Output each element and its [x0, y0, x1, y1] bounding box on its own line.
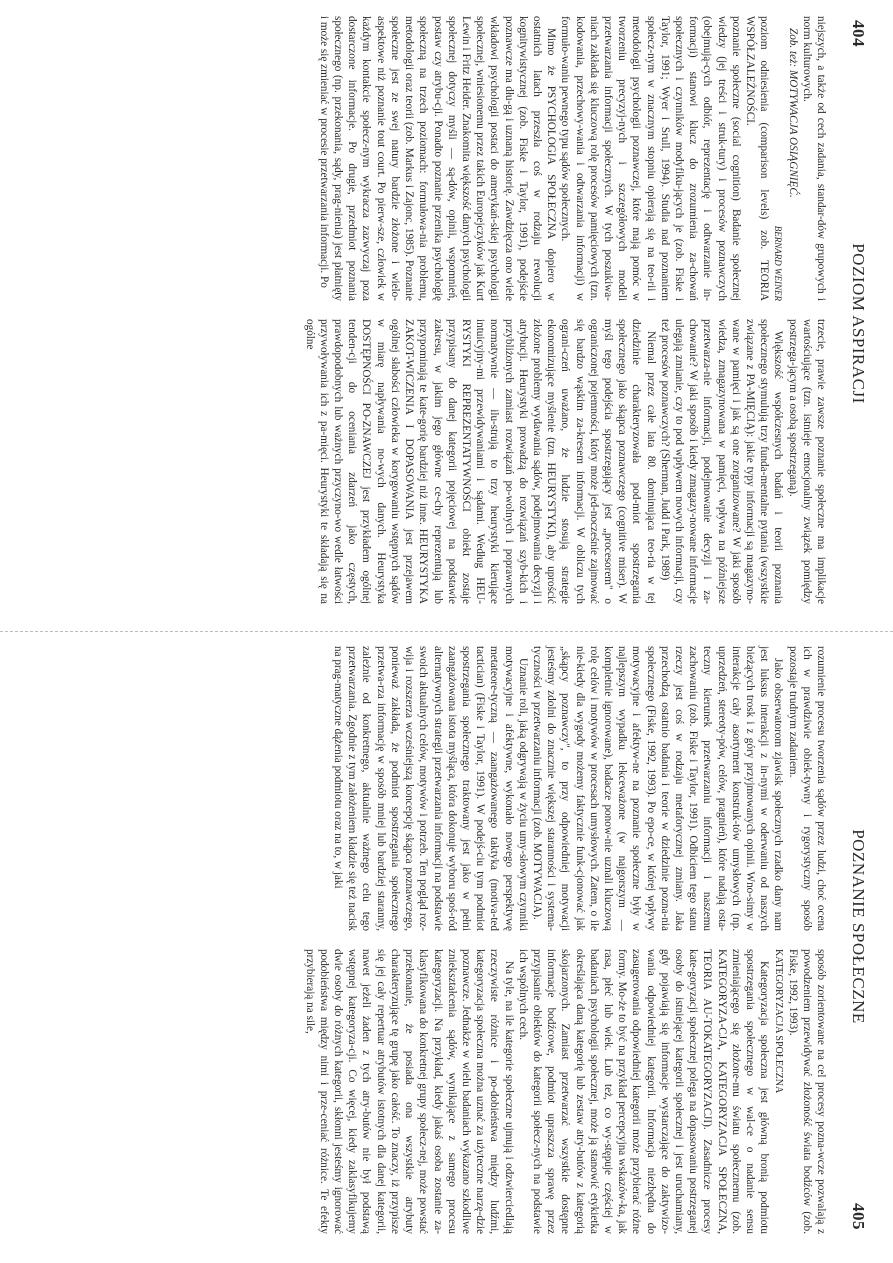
- page-divider: [0, 631, 893, 633]
- text-column-2: [302, 949, 828, 1234]
- text-column-1: [302, 646, 828, 931]
- paragraph: Kategoryzacja społeczna jest główną bronią podmiotu spostrzegania społecznego w wal-ce o nadanie sensu zmieniającego się złożone-mu światu społecznemu (zob. KATEGORYZA-CJA, KATEGORYZACJA SPOŁECZNA, TEORIA AU-TOKATEGORYZACJI). Zasadnicze procesy kate-goryzacji społecznej polega na dopasowaniu postrzeganej osoby do istniejącej kategorii społecznej i jest uruchamiany, gdy pojawiają się informacje wystarczające do zaktywizo-wania odpowiedniej kategorii. Informacja niezbędna do zasugerowania odpowiedniej kategorii może przybierać różne formy. Mo-że to być na przykład percepcyjna wskazów-ka, jak rasa, płeć lub wiek. Lub też, co wy-stępuje częściej w badaniach psychologii społecznej, może ją stanowić etykietka określająca daną kategorię lub zestaw atry-butów z kategorią skojarzonych. Zamiast przetwarzać wszystkie dostępne informacje bodźcowe, podmiot upraszcza sprawę przez przypisanie obiektów do kategorii społecz-nych na podstawie ich wspólnych cech.: [516, 949, 771, 1234]
- paragraph: trzecie, prawie zawsze poznanie społeczne ma implikacje wartościujące (tzn. istnieje emocjonalny związek pomiędzy postrzega-jącym a osobą spostrzeganą).: [786, 319, 827, 604]
- see-also: Zob. też: MOTYWACJA OSIĄGNIĘĆ.: [786, 28, 799, 198]
- running-head-title: POZNANIE SPOŁECZNE: [849, 829, 868, 1024]
- paragraph: Na tyle, na ile kategorie społeczne ujmują i odzwierciedlają rzeczywiste różnice i po-dobieństwa między ludźmi, kategoryzacja społeczna można uznać za użyteczne narzę-dzie poznawcze. Jednakże w wielu badaniach wykazano szkodliwe zniekształcenia sądów, wynikające z samego procesu kategoryzacji. Na przykład, kiedy jakaś osoba zostanie za-klasyfikowana do konkretnej grupy społecz-nej, może powstać przekonanie, że posiada ona wszystkie atrybuty charakteryzujące tę grupę jako całość. To znaczy, iż przypisze się jej cały repertuar atrybutów istotnych dla danej kategorii, nawet jeżeli żaden z tych atry-butów nie był podstawą wstępnej kategoryza-cji. Co więcej, kiedy zaklasyfikujemy dwie osoby do różnych kategorii, skłonni jesteśmy ignorować podobieństwa między nimi i prze-ceniać różnice. Te efekty przybierają na sile,: [303, 949, 515, 1234]
- paragraph: Niemal przez całe lata 80. dominująca teo-ria w tej dziedzinie charakteryzowała pod-miot spostrzegania społecznego jako skąpca poznawczego (cognitive miser). W myśl tego podejścia spostrzegający jest „procesorem" o ograniczonej pojemności, który może jed-nocześnie zajmować się bardzo wąskim za-kresem informacji. W obliczu tych ograni-czeń uważano, że ludzie stosują strategie ekonomizujące myślenie (tzn. HEURYSTYKI), aby uprościć złożone problemy wydawania sądów, podejmowania decyzji i atrybucji. Heurystyki prowadzą do rozwiązań szyb-kich i przybliżonych zamiast rozwiązań po-wolnych i poprawnych normatywnie — ilu-strują to trzy heurystyki kierujące intuicyjny-mi przewidywaniami i sądami. Według HEU-RYSTYKI REPREZENTATYWNOŚCI obiekt zostaje przypisany do danej kategorii pojęciowej na podstawie zakresu, w jakim jego główne ce-chy reprezentują lub przypominają te kate-gorię bardziej niż inne. HEURYSTYKA ZAKOT-WICZENIA I DOPASOWANIA jest przejawem ogólnej słabości człowieka w korygowaniu wstępnych sądów w miarę napływania no-wych danych. Heurystyka DOSTĘPNOŚCI PO-ZNAWCZEJ jest przykładem ogólnej tenden-cji do oceniania zdarzeń jako częstych, prawdopodobnych lub ważnych przyczyno-wo wedle łatwości przywoływania ich z pa-mięci. Heurystyki te składają się na ogólne: [303, 319, 657, 604]
- text-column-2: [302, 319, 828, 604]
- paragraph: niejszych, a także od cech zadania, standar-dów grupowych i norm kulturowych.: [800, 16, 827, 301]
- page-405: [8, 640, 868, 1240]
- page-number: 404: [849, 20, 868, 47]
- paragraph: sposób zorientowane na cel procesy pozna-wcze pozwalają z powodzeniem przewidywać złożoność świata bodźców (zob. Fiske, 1992, 1993).: [786, 949, 827, 1234]
- page-number: 405: [849, 1203, 868, 1230]
- running-head: [842, 650, 868, 1230]
- section-heading: KATEGORYZACJA SPOŁECZNA: [773, 949, 785, 1094]
- entry-poznanie-spoleczne: poznanie społeczne (social cognition) Badanie społecznej wiedzy (jej treści i struk-tury) i procesów poznawczych (obejmują-cych odbiór, reprezentację i odtwarzanie in-formacji) stanowi klucz do zrozumienia za-chowań społecznych i czynników modyfiku-jących je (zob. Fiske i Taylor, 1991; Wyer i Srull, 1994). Studia nad poznaniem społecz-nym w znacznym stopniu opierają się na teo-rii i metodologii psychologii poznawczej, które mają pomóc w tworzeniu precyzyj-nych i szczegółowych modeli przetwarzania informacji społecznych. W tych poszukiwa-niach zakłada się kluczową rolę procesów pamięciowych (tzn. kodowania, przechowy-wania i odtwarzania informacji) w formuło-waniu pewnego typu sądów społecznych.: [559, 16, 742, 301]
- running-head-title: POZIOM ASPIRACJI: [849, 243, 868, 404]
- paragraph: Uznanie roli, jaką odgrywają w życiu umy-słowym czynniki motywacyjne i afektywne, wykonało nowego perspektywę metateore-tyczną — zaangażowanego taktyka (motiva-ted tactician) (Fiske i Taylor, 1991). W podejś-ciu tym podmiot spostrzegania społecznego traktowany jest jako w pełni zaangażowana istota myśląca, która dokonuje wyboru spoś-ród alternatywnych strategii przetwarzania informacji na podstawie swoich aktualnych celów, motywów i potrzeb. Ten pogląd roz-wija i rozszerza wcześniejszą koncepcję skąpca poznawczego, ponieważ zakłada, że podmiot spostrzegania społecznego przetwa-rza informację w sposób mniej lub bardziej staranny, zależnie od konkretnego, aktualnie ważnego celu tego przetwarzania. Zgodnie z tym założeniem kładzie się też nacisk na prag-matyczne dążenia podmiotu oraz na to, w jaki: [332, 646, 529, 931]
- page-404: [8, 10, 868, 610]
- paragraph: Mimo że PSYCHOLOGIA SPOŁECZNA dopiero w ostatnich latach przeszła coś w rodzaju rewolucji kognitywistycznej (zob. Fiske i Taylor, 1991), podejście poznawcze ma dłu-gą i uznaną historię. Zawdzięcza ono wiele wkładowi psychologii postaci do amerykań-skiej psychologii społecznej, wniesionemu przez takich Europejczyków jak Kurt Lewin i Fritz Heider. Znakomita większość danych psychologii społecznej dotyczy myśli — są-dów, opinii, wspomnień, postaw czy atrybu-cji. Ponadto poznanie przenika psychologię społeczną na trzech poziomach: formułowa-nia problemu, metodologii oraz teorii (zob. Markus i Zajonc, 1985). Poznanie społeczne jest ze swej natury bardzie złożone i wielo-aspektowe niż poznanie tout court. Po pierw-sze, człowiek w każdym kontakcie społecz-nym wykracza zazwyczaj poza dostarczone informacje. Po drugie, przedmiot poznania społecznego (np. przekonania, sądy, prag-nienia) jest płatnięty i może się zmieniać w procesie przetwarzania informacji. Po: [317, 16, 558, 301]
- paragraph: rozumienie procesu tworzenia sądów przez ludzi, choć ocena ich w prawdziwie obiek-tywny i rygorystyczny sposób pozostaje trudnym zadaniem.: [786, 646, 827, 931]
- entry-poziom-odniesienia: poziom odniesienia (comparison levels) zob. TEORIA WSPÓŁZALEŻNOŚCI.: [743, 16, 771, 301]
- running-head: [842, 20, 868, 600]
- paragraph: Jako obserwatorom zjawisk społecznych rzadko dany nam jest luksus interakcji z in-nymi w oderwaniu od naszych bieżących trosk i z góry przyjmowanych opinii. Wno-simy w interakcje cały asortyment konstruk-tów umysłowych (np. uprzedzeń, stereoty-pów, celów, pragnień), które nadają osta-teczny kierunek przetwarzaniu informacji i naszemu zachowaniu (zob. Fiske i Taylor, 1991). Odbiciem tego stanu rzeczy jest coś w rodzaju metaforycznej zmiany. Jaka przechodzą ostatnio badania i teorie w dziedzinie pozna-nia społecznego (Fiske, 1992, 1993). Po epo-ce, w której wpływy motywacyjne i afektyw-ne na poznanie społeczne były w najlepszym wypadku lekceważone (w najgorszym — kompletnie ignorowane), badacze ponow-nie uznali kluczową rolę celów i motywów w procesach umysłowych. Zatem, o ile nie-kiedy dla wygody możemy faktycznie funk-cjonować jak „skąpcy poznawczy", to przy odpowiedniej motywacji jesteśmy zdolni do znacznie większej staranności i systema-tyczności w przetwarzaniu informacji (zob. MOTYWACJA).: [530, 646, 785, 931]
- text-column-1: [302, 16, 828, 301]
- author-signature: BERNARD WEINER: [773, 225, 784, 301]
- paragraph: Większość współczesnych badań i teorii poznania społecznego stymulują trzy funda-mentalne pytania (wszystkie związane z PA-MIĘCIĄ): jakie typy informacji są magazyno-wane w pamięci i jak są one zorganizowane? W jaki sposób wiedza, zmagazynowana w pamięci, wpływa na późniejsze przetwarza-nie informacji, podejmowanie decyzji i za-chowanie? W jaki sposób i kiedy zmagazy-nowane informacje ulegają zmianie, czy to pod wpływem nowych informacji, czy też procesów poznawczych? (Sherman, Judd i Park, 1989): [658, 319, 785, 604]
